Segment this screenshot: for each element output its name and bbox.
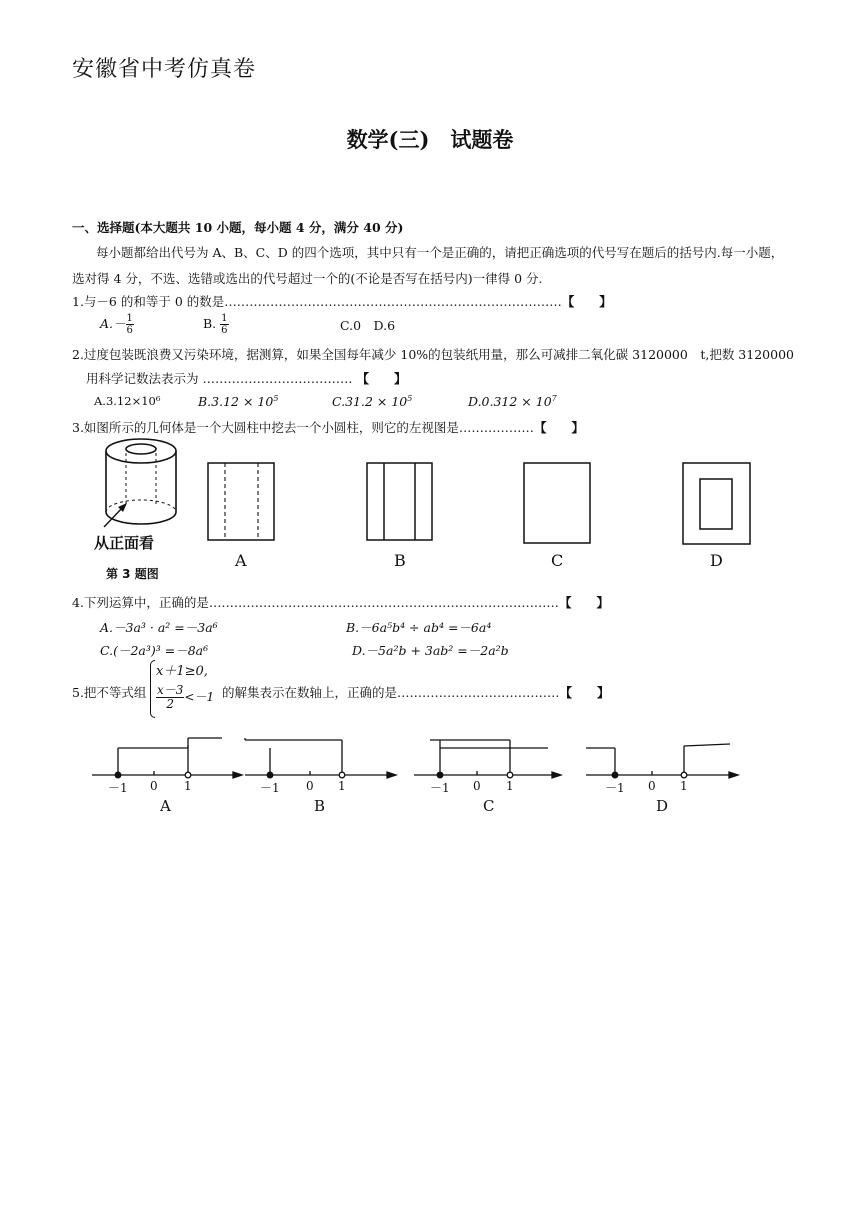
q3-label-a: A — [235, 551, 247, 570]
q5-stem-post-text: 的解集表示在数轴上，正确的是………………………………… — [222, 685, 560, 700]
q3-option-a-figure — [208, 463, 274, 540]
q5-number-line-d — [586, 744, 738, 778]
q3-option-d-figure — [683, 463, 750, 544]
q2-answer-bracket: 【 】 — [356, 371, 407, 386]
instructions-line2: 选对得 4 分，不选、选错或选出的代号超过一个的(不论是否写在括号内)一律得 0 分. — [72, 271, 543, 286]
q2-d-base: D.0.312 × 10 — [468, 394, 552, 409]
q3-label-c: C — [551, 551, 564, 570]
tick-label-0: 0 — [150, 779, 158, 793]
question-4-stem — [72, 593, 609, 611]
closed-point-marker — [267, 772, 273, 778]
system-brace — [150, 660, 155, 718]
q3-figure-caption: 第 3 题图 — [106, 567, 159, 581]
q5-answer-bracket: 【 】 — [559, 685, 610, 700]
tick-label-1: 1 — [680, 779, 688, 793]
tick-label-0: 0 — [648, 779, 656, 793]
q5-label-c: C — [483, 797, 495, 815]
q1-b-num: 1 — [221, 313, 228, 324]
closed-point-marker — [115, 772, 121, 778]
q4-stem-text: 4.下列运算中，正确的是………………………………………………………………………… — [72, 595, 559, 610]
hollow-cylinder-figure — [106, 439, 176, 524]
tick-label-neg1: －1 — [430, 781, 450, 795]
q3-option-c-figure — [524, 463, 590, 543]
q5-stem-pre: 5.把不等式组 — [72, 685, 147, 700]
tick-label-neg1: －1 — [260, 781, 280, 795]
tick-label-1: 1 — [506, 779, 514, 793]
q3-label-b: B — [394, 551, 406, 570]
exam-header: 安徽省中考仿真卷 — [72, 57, 257, 82]
open-point-marker — [507, 772, 513, 778]
solution-ray-segment — [684, 744, 730, 746]
q5-label-a: A — [160, 797, 171, 815]
instructions-line1: 每小题都给出代号为 A、B、C、D 的四个选项，其中只有一个是正确的，请把正确选项的代号写在题后的括号内.每一小题， — [96, 245, 784, 260]
q3-stem-text: 3.如图所示的几何体是一个大圆柱中挖去一个小圆柱，则它的左视图是……………… — [72, 420, 534, 435]
q4-option-b: B.－6a⁵b⁴ ÷ ab⁴ =－6a⁴ — [346, 620, 492, 635]
q5-stem-post — [222, 683, 610, 701]
front-view-label: 从正面看 — [94, 534, 155, 552]
closed-point-marker — [612, 772, 618, 778]
q2-line2-text: 用科学记数法表示为 ……………………………… — [86, 371, 353, 386]
q5-inequality-2 — [156, 684, 214, 711]
tick-label-0: 0 — [306, 779, 314, 793]
q3-answer-bracket: 【 】 — [533, 420, 584, 435]
q1-options-cd: C.0 D.6 — [340, 318, 396, 333]
q2-c-exp: 5 — [407, 394, 413, 403]
q1-a-den: 6 — [126, 325, 133, 336]
q2-b-base: B.3.12 × 10 — [198, 394, 274, 409]
q4-answer-bracket: 【 】 — [558, 595, 609, 610]
q4-option-d: D.－5a²b + 3ab² =－2a²b — [352, 643, 509, 658]
q1-a-num: 1 — [126, 313, 133, 324]
exam-title: 数学(三) 试题卷 — [346, 127, 514, 152]
q4-option-c: C.(－2a³)³ =－8a⁶ — [100, 643, 209, 658]
q5-label-d: D — [656, 797, 669, 815]
q4-option-a: A.－3a³ · a² =－3a⁶ — [100, 620, 218, 635]
q5-ineq2-rel: <－1 — [184, 690, 215, 704]
q5-number-line-c — [414, 740, 561, 778]
tick-label-0: 0 — [473, 779, 481, 793]
q1-stem-text: 1.与－6 的和等于 0 的数是……………………………………………………………………… — [72, 294, 562, 309]
tick-label-1: 1 — [338, 779, 346, 793]
open-point-marker — [339, 772, 345, 778]
q5-ineq2-num: x－3 — [157, 683, 184, 697]
axis-arrowhead — [233, 772, 242, 778]
q2-b-exp: 5 — [273, 394, 279, 403]
axis-arrowhead — [387, 772, 396, 778]
q5-label-b: B — [314, 797, 326, 815]
q2-d-exp: 7 — [551, 394, 557, 403]
q5-number-lines — [92, 738, 738, 778]
q1-b-prefix: B. — [203, 316, 217, 331]
section-heading: 一、选择题(本大题共 10 小题，每小题 4 分，满分 40 分) — [72, 220, 404, 235]
tick-label-1: 1 — [184, 779, 192, 793]
q1-a-prefix: A.－ — [100, 316, 126, 331]
q1-b-den: 6 — [221, 325, 228, 336]
tick-label-neg1: －1 — [108, 781, 128, 795]
q2-c-base: C.31.2 × 10 — [332, 394, 408, 409]
q1-answer-bracket: 【 】 — [561, 294, 612, 309]
axis-arrowhead — [729, 772, 738, 778]
open-point-marker — [681, 772, 687, 778]
q5-ineq2-den: 2 — [166, 697, 175, 711]
q2-option-a: A.3.12×10⁶ — [94, 394, 161, 408]
q5-number-line-a — [92, 738, 242, 778]
q5-number-line-b — [245, 738, 396, 778]
tick-label-neg1: －1 — [605, 781, 625, 795]
closed-point-marker — [437, 772, 443, 778]
axis-arrowhead — [552, 772, 561, 778]
question-2-line1: 2.过度包装既浪费又污染环境，据测算，如果全国每年减少 10%的包装纸用量，那么可减排二氧化碳 3120000 t,把数 3120000 — [72, 347, 794, 362]
q5-ineq2-fraction — [156, 684, 184, 711]
q5-inequality-1: x＋1≥0, — [156, 664, 208, 679]
q3-option-b-figure — [367, 463, 432, 540]
open-point-marker — [185, 772, 191, 778]
q3-label-d: D — [710, 551, 723, 570]
